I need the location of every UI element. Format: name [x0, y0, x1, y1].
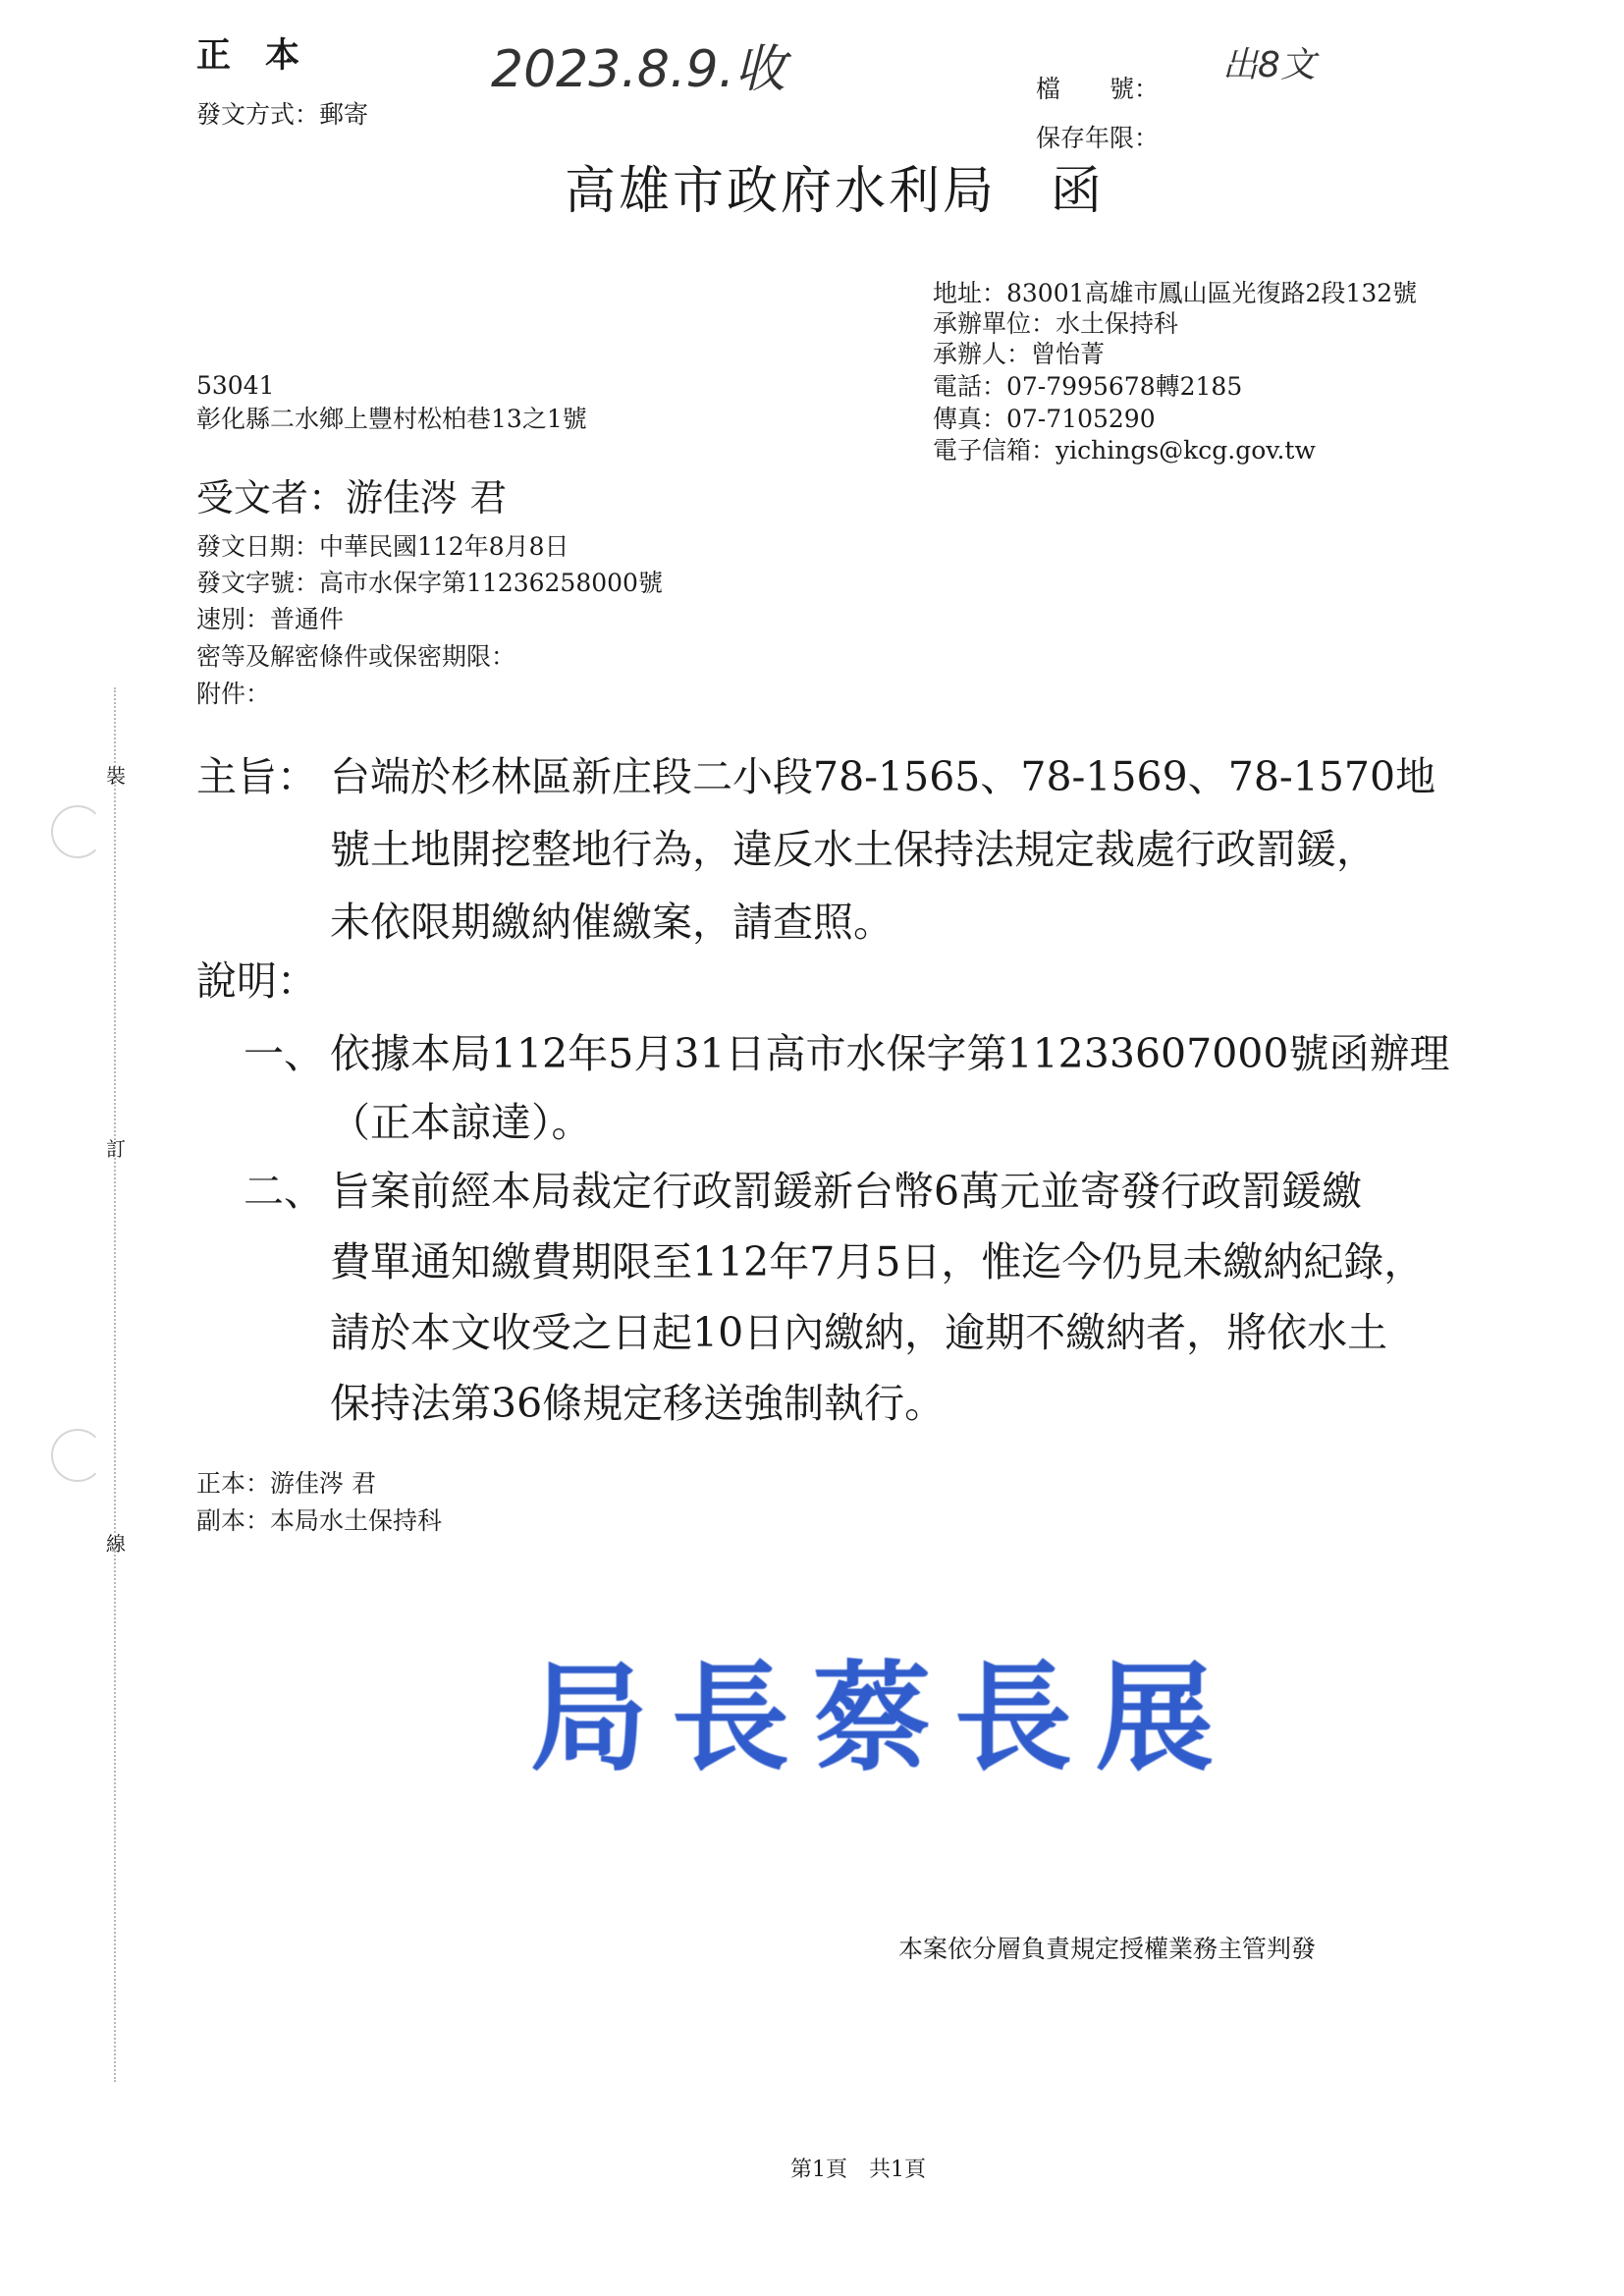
punch-hole-top [51, 805, 104, 858]
item-2-line-4: 保持法第36條規定移送強制執行。 [330, 1380, 946, 1427]
recipient-name: 受文者：游佳涔 君 [196, 476, 508, 519]
subject-line-3: 未依限期繳納催繳案，請查照。 [330, 899, 893, 946]
issue-date: 發文日期：中華民國112年8月8日 [196, 532, 569, 561]
binding-mark-bottom: 線 [106, 1532, 126, 1556]
item-1-line-2: （正本諒達）。 [330, 1099, 592, 1146]
attachments: 附件： [196, 680, 271, 708]
sender-officer: 承辦人：曾怡菁 [933, 340, 1106, 368]
item-1-number: 一、 [244, 1030, 324, 1077]
document-title: 高雄市政府水利局 函 [565, 162, 1106, 221]
urgency: 速別：普通件 [196, 605, 345, 633]
subject-line-1: 台端於杉林區新庄段二小段78-1565、78-1569、78-1570地 [330, 753, 1436, 800]
binding-line [114, 687, 116, 2082]
recipient-postal-code: 53041 [196, 371, 275, 400]
issue-number: 發文字號：高市水保字第11236258000號 [196, 569, 663, 597]
sender-fax: 傳真：07-7105290 [933, 405, 1156, 433]
sender-unit: 承辦單位：水土保持科 [933, 309, 1179, 338]
subject-label: 主旨： [196, 753, 317, 800]
distribution-original: 正本：游佳涔 君 [196, 1469, 376, 1498]
binding-mark-top: 裝 [106, 764, 126, 788]
explanation-label: 說明： [196, 957, 317, 1005]
item-2-line-3: 請於本文收受之日起10日內繳納，逾期不繳納者，將依水土 [330, 1309, 1388, 1356]
director-seal-stamp [530, 1630, 1296, 1807]
handwritten-receipt-note: 2023.8.9.收 [491, 40, 786, 99]
punch-hole-bottom [51, 1429, 104, 1482]
item-1-line-1: 依據本局112年5月31日高市水保字第11233607000號函辦理 [330, 1030, 1450, 1077]
sender-email: 電子信箱：yichings@kcg.gov.tw [933, 436, 1316, 465]
distribution-copy: 副本：本局水土保持科 [196, 1506, 443, 1535]
authorization-note: 本案依分層負責規定授權業務主管判發 [898, 1935, 1317, 1963]
confidentiality: 密等及解密條件或保密期限： [196, 642, 516, 671]
item-2-line-1: 旨案前經本局裁定行政罰鍰新台幣6萬元並寄發行政罰鍰繳 [330, 1168, 1363, 1215]
director-seal-text: 局長蔡長展 [530, 1649, 1237, 1787]
retention-period-label: 保存年限： [1036, 124, 1160, 152]
send-method: 發文方式：郵寄 [196, 100, 369, 129]
sender-phone: 電話：07-7995678轉2185 [933, 372, 1243, 401]
page-number: 第1頁 共1頁 [790, 2158, 926, 2182]
copy-type-label: 正 本 [196, 35, 300, 76]
item-2-line-2: 費單通知繳費期限至112年7月5日，惟迄今仍見未繳納紀錄， [330, 1238, 1425, 1285]
item-2-number: 二、 [244, 1168, 324, 1215]
handwritten-initials: 出8文 [1222, 45, 1316, 85]
file-number-label: 檔 號： [1036, 75, 1160, 103]
recipient-street-address: 彰化縣二水鄉上豐村松柏巷13之1號 [196, 405, 587, 433]
sender-address: 地址：83001高雄市鳳山區光復路2段132號 [933, 279, 1418, 307]
binding-mark-middle: 訂 [106, 1137, 126, 1161]
subject-line-2: 號土地開挖整地行為，違反水土保持法規定裁處行政罰鍰， [330, 826, 1377, 873]
